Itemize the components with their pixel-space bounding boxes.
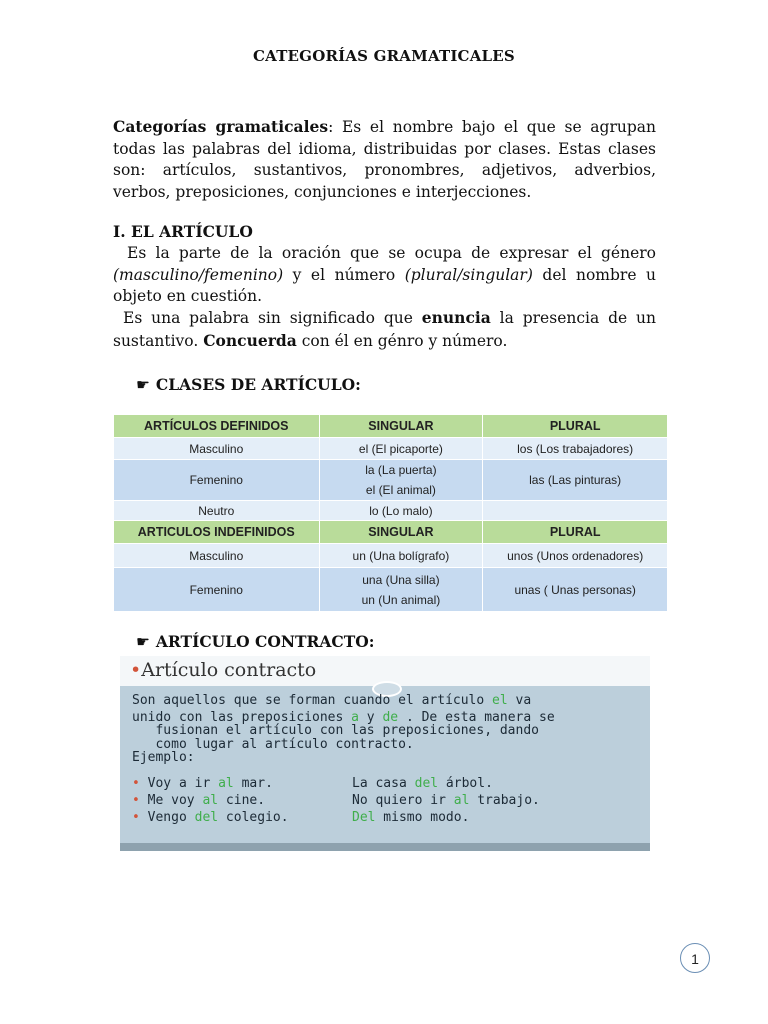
text: Son aquellos que se forman cuando el artículo [132, 693, 493, 708]
row-label: Masculino [114, 438, 320, 460]
p1-text-a: Es la parte de la oración que se ocupa de expresar el género [127, 244, 656, 262]
singular-line: el (El animal) [365, 483, 436, 497]
clases-heading-label: CLASES DE ARTÍCULO: [155, 375, 361, 394]
highlight: al [218, 776, 234, 791]
p2-bold-enuncia: enuncia [421, 308, 491, 327]
example-left [132, 793, 265, 808]
definition-line [132, 694, 642, 708]
plural-cell [483, 501, 668, 521]
example-right [352, 810, 469, 825]
singular-cell [319, 460, 483, 501]
header-cell: SINGULAR [319, 415, 483, 438]
contracto-bottom-bar [120, 843, 650, 851]
row-label: Femenino [114, 460, 320, 501]
bullet-icon: • [132, 810, 140, 825]
header-cell: ARTICULOS INDEFINIDOS [114, 521, 320, 544]
singular-cell: un (Una bolígrafo) [319, 544, 483, 568]
text: va [507, 693, 532, 708]
plural-cell: los (Los trabajadores) [483, 438, 668, 460]
plural-cell: unos (Unos ordenadores) [483, 544, 668, 568]
table-row [114, 460, 668, 501]
ejemplo-label: Ejemplo: [132, 750, 195, 765]
contracto-image-box [120, 656, 650, 851]
plural-cell: unas ( Unas personas) [483, 568, 668, 612]
contracto-heading-label: ARTÍCULO CONTRACTO: [155, 632, 375, 651]
p2-text-c: con él en génro y número. [296, 331, 508, 350]
table-header-indefinidos [114, 521, 668, 544]
text: cine. [218, 793, 266, 808]
row-label: Masculino [114, 544, 320, 568]
singular-line: una (Una silla) [362, 572, 440, 587]
articulos-table [113, 414, 668, 612]
highlight: el [492, 693, 508, 708]
singular-cell: lo (Lo malo) [319, 501, 483, 521]
articulo-paragraph-2 [113, 307, 656, 352]
header-cell: ARTÍCULOS DEFINIDOS [114, 415, 320, 438]
text: trabajo. [469, 793, 540, 808]
contracto-title-text: Artículo contracto [141, 659, 317, 681]
definition-line: fusionan el artículo con las preposiciones, dando [132, 723, 539, 738]
singular-line: la (La puerta) [365, 463, 437, 477]
p2-bold-concuerda: Concuerda [203, 330, 297, 350]
contracto-heading [136, 632, 375, 651]
table-row [114, 568, 668, 612]
header-cell: PLURAL [483, 415, 668, 438]
pointing-hand-icon: ☛ [136, 633, 150, 651]
text: Vengo [147, 810, 195, 825]
header-cell: SINGULAR [319, 521, 483, 544]
highlight: del [194, 810, 219, 825]
text: No quiero ir [352, 793, 454, 808]
page-title: CATEGORÍAS GRAMATICALES [253, 47, 515, 65]
table-header-definidos [114, 415, 668, 438]
header-cell: PLURAL [483, 521, 668, 544]
row-label: Femenino [114, 568, 320, 612]
p1-text-c: del nombre u objeto en cuestión. [113, 265, 656, 305]
clases-heading [136, 375, 361, 394]
text: mar. [233, 776, 273, 791]
text: La casa [352, 776, 415, 791]
section-heading-articulo: I. EL ARTÍCULO [113, 222, 253, 241]
definition-line [132, 711, 642, 725]
intro-term: Categorías gramaticales [113, 117, 329, 136]
pointing-hand-icon: ☛ [136, 376, 150, 394]
plural-cell: las (Las pinturas) [483, 460, 668, 501]
singular-cell [319, 568, 483, 612]
p1-text-b: y el número [283, 265, 405, 284]
text: árbol. [438, 776, 493, 791]
contracto-title [130, 659, 316, 681]
p2-text-b: la presencia de un sustantivo. [113, 309, 656, 350]
text: Me voy [147, 793, 203, 808]
table-row [114, 501, 668, 521]
singular-line: un (Un animal) [361, 592, 441, 607]
text: mismo modo. [375, 810, 470, 825]
text: unido con las preposiciones [132, 709, 352, 725]
page-number-badge: 1 [680, 943, 710, 973]
intro-text: : Es el nombre bajo el que se agrupan todas las palabras del idioma, distribuidas por clases. Estas clases son: artículos, sustantivos, pronombres, adjetivos, adverbios, verbos, preposiciones, conjunciones e interjecciones. [113, 118, 657, 201]
highlight: Del [352, 810, 376, 825]
row-label: Neutro [114, 501, 320, 521]
highlight: al [453, 793, 470, 808]
highlight: al [202, 793, 219, 808]
table-row [114, 544, 668, 568]
text: colegio. [218, 810, 289, 825]
highlight: a [351, 709, 359, 725]
highlight: de [382, 709, 399, 725]
table-row [114, 438, 668, 460]
singular-cell: el (El picaporte) [319, 438, 483, 460]
bullet-icon: • [132, 793, 140, 808]
p1-italic-gender: (masculino/femenino) [113, 265, 284, 284]
intro-paragraph [113, 116, 656, 203]
bullet-icon: • [132, 776, 140, 791]
definition-line: como lugar al artículo contracto. [132, 736, 414, 752]
p2-text-a: Es una palabra sin significado que [123, 309, 422, 327]
example-right [352, 776, 493, 791]
contracto-definition [132, 694, 642, 765]
text: . De esta manera se [398, 709, 555, 725]
highlight: del [414, 776, 439, 791]
example-right [352, 793, 540, 808]
bullet-icon: • [130, 659, 142, 681]
example-left [132, 776, 273, 791]
articulo-paragraph-1 [113, 243, 656, 308]
p1-italic-number: (plural/singular) [404, 265, 533, 284]
example-left [132, 810, 289, 825]
text: y [358, 709, 383, 725]
text: Voy a ir [147, 776, 219, 791]
